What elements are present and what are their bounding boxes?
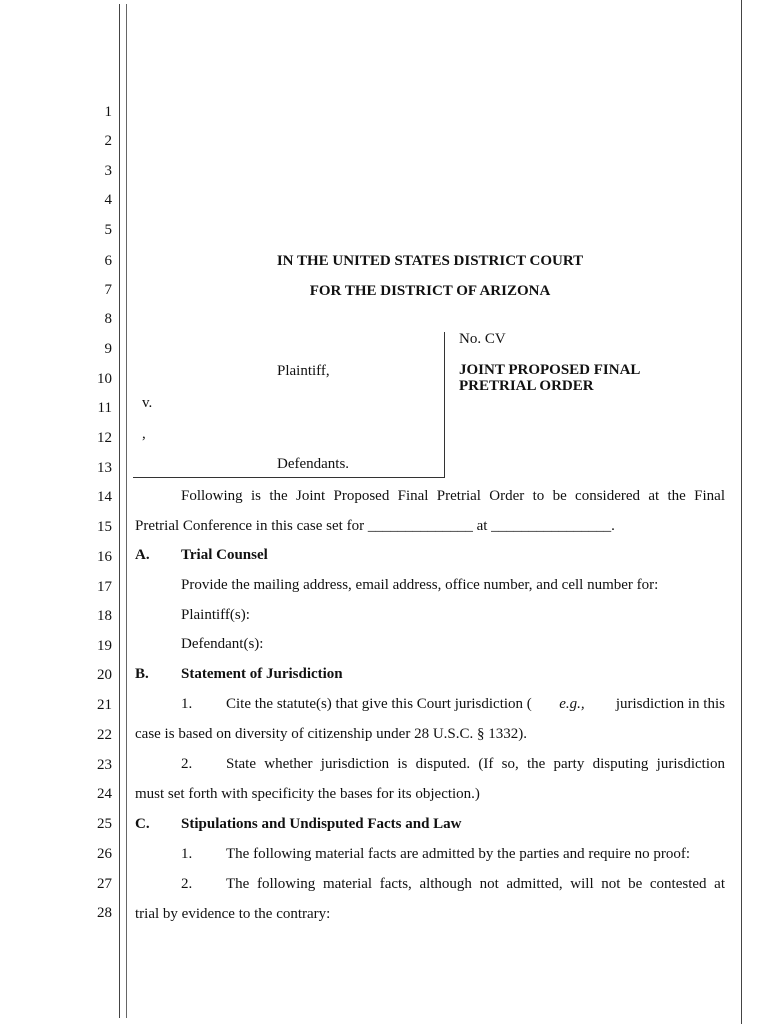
- line-number: 24: [97, 786, 112, 802]
- intro-paragraph-line2: Pretrial Conference in this case set for ______________ at ________________.: [135, 518, 615, 534]
- section-b-item2-line2: must set forth with specificity the bases for its objection.): [135, 786, 480, 802]
- section-b-item1-text-b: jurisdiction in this: [612, 696, 725, 712]
- line-number: 27: [97, 876, 112, 892]
- section-b-letter: B.: [135, 666, 149, 682]
- case-number: No. CV: [459, 331, 506, 347]
- section-b-heading: Statement of Jurisdiction: [181, 666, 343, 682]
- line-number: 14: [97, 489, 112, 505]
- section-a-line1: Provide the mailing address, email address, office number, and cell number for:: [181, 577, 659, 593]
- line-number: 26: [97, 846, 112, 862]
- line-number: 13: [97, 460, 112, 476]
- versus-label: v.: [142, 395, 153, 411]
- line-number: 5: [104, 222, 112, 238]
- line-number: 6: [104, 253, 112, 269]
- section-b-item1-text: [226, 696, 725, 713]
- section-b-item2-number: 2.: [181, 756, 193, 772]
- plaintiff-label: Plaintiff,: [277, 363, 330, 379]
- line-number: 25: [97, 816, 112, 832]
- line-number: 4: [104, 192, 112, 208]
- section-b-item2-text: State whether jurisdiction is disputed. (If so, the party disputing jurisdiction: [226, 756, 725, 772]
- line-number: 17: [97, 579, 112, 595]
- section-c-item2-text: The following material facts, although not admitted, will not be contested at: [226, 876, 725, 892]
- section-b-item1-text-a: Cite the statute(s) that give this Court jurisdiction (: [226, 696, 532, 712]
- line-number: 7: [104, 282, 112, 298]
- left-margin-rule-inner: [126, 4, 127, 1018]
- line-number: 23: [97, 757, 112, 773]
- line-number: 1: [104, 104, 112, 120]
- section-b-item1-eg: e.g.,: [559, 696, 585, 712]
- section-c-item2-line2: trial by evidence to the contrary:: [135, 906, 331, 922]
- line-number: 18: [97, 608, 112, 624]
- left-margin-rule: [119, 4, 120, 1018]
- section-c-heading: Stipulations and Undisputed Facts and Law: [181, 816, 462, 832]
- section-c-item1-text: The following material facts are admitted by the parties and require no proof:: [226, 846, 690, 862]
- document-title-line1: JOINT PROPOSED FINAL: [459, 362, 641, 378]
- line-number: 2: [104, 133, 112, 149]
- line-number: 21: [97, 697, 112, 713]
- line-number: 8: [104, 311, 112, 327]
- caption-divider-vertical: [444, 332, 445, 478]
- line-number: 16: [97, 549, 112, 565]
- line-number: 28: [97, 905, 112, 921]
- line-number: 3: [104, 163, 112, 179]
- defendants-label: Defendants.: [277, 456, 350, 472]
- section-b-item1-line2: case is based on diversity of citizenship under 28 U.S.C. § 1332).: [135, 726, 528, 742]
- line-number: 20: [97, 667, 112, 683]
- line-number: 22: [97, 727, 112, 743]
- section-b-item1-number: 1.: [181, 696, 193, 712]
- section-c-item2-number: 2.: [181, 876, 193, 892]
- court-district: FOR THE DISTRICT OF ARIZONA: [309, 283, 551, 299]
- section-c-item1-number: 1.: [181, 846, 193, 862]
- line-number: 15: [97, 519, 112, 535]
- section-c-letter: C.: [135, 816, 150, 832]
- court-name: IN THE UNITED STATES DISTRICT COURT: [276, 253, 584, 269]
- line-number: 12: [97, 430, 112, 446]
- caption-comma: ,: [142, 426, 146, 442]
- line-number: 10: [97, 371, 112, 387]
- caption-divider-horizontal: [133, 477, 445, 478]
- document-title-line2: PRETRIAL ORDER: [459, 378, 594, 394]
- section-a-heading: Trial Counsel: [181, 547, 268, 563]
- intro-paragraph-line1: Following is the Joint Proposed Final Pretrial Order to be considered at the Final: [181, 488, 725, 504]
- line-number: 11: [97, 400, 112, 416]
- line-number: 19: [97, 638, 112, 654]
- section-a-defendants: Defendant(s):: [181, 636, 264, 652]
- right-margin-rule: [741, 0, 742, 1024]
- section-a-letter: A.: [135, 547, 150, 563]
- section-a-plaintiffs: Plaintiff(s):: [181, 607, 250, 623]
- line-number: 9: [104, 341, 112, 357]
